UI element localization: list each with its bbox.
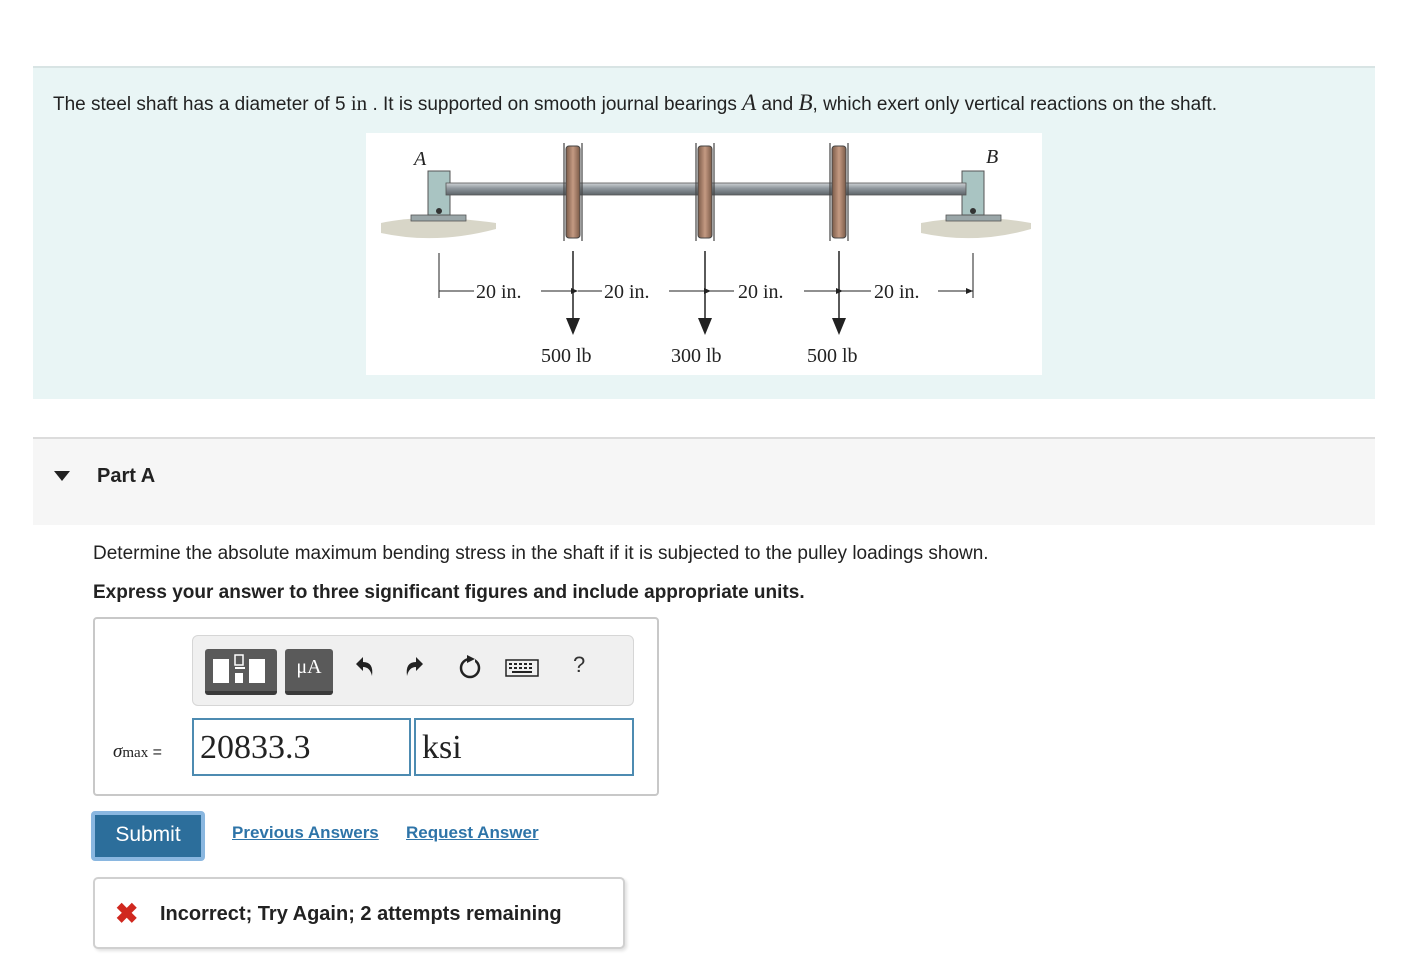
undo-icon[interactable] [348,652,378,682]
shaft-diagram [366,133,1042,375]
units-button[interactable]: μA [285,649,333,695]
dim-label-2: 20 in. [604,281,650,303]
load-arrowhead-3 [832,318,846,335]
reset-icon[interactable] [455,652,485,682]
problem-text-part: and [756,94,799,115]
answer-value-input[interactable]: 20833.3 [192,718,411,776]
dim-label-1: 20 in. [476,281,522,303]
problem-text-part: . It is supported on smooth journal bearings [367,94,743,115]
load-label-3: 500 lb [807,345,858,367]
sigma-symbol: σ [113,741,123,762]
bearing-a-bolt [436,208,442,214]
submit-button[interactable]: Submit [91,811,205,861]
answer-unit-input[interactable]: ksi [414,718,634,776]
diameter-unit: in [350,91,368,115]
load-label-2: 300 lb [671,345,722,367]
feedback-text: Incorrect; Try Again; 2 attempts remaining [160,903,562,925]
keyboard-icon[interactable] [503,652,541,682]
load-label-1: 500 lb [541,345,592,367]
equals-sign: = [148,744,162,761]
bearing-b-symbol: B [798,90,813,115]
bearing-b-bolt [970,208,976,214]
redo-icon[interactable] [401,652,431,682]
instruction-text: Express your answer to three significant figures and include appropriate units. [93,582,805,603]
request-answer-link[interactable]: Request Answer [406,823,539,842]
answer-box [93,617,659,796]
pulley-3 [832,146,846,238]
feedback-box [93,877,625,949]
bearing-b-base [946,215,1001,221]
help-button[interactable]: ? [573,652,586,677]
problem-text-part: , which exert only vertical reactions on the shaft. [812,94,1217,115]
part-title: Part A [97,465,156,487]
bearing-a-base [411,215,466,221]
shaft-figure [366,133,1042,375]
question-text: Determine the absolute maximum bending stress in the shaft if it is subjected to the pulley loadings shown. [93,543,989,564]
math-toolbar [192,635,634,706]
load-arrowhead-2 [698,318,712,335]
problem-text [53,90,1217,116]
label-a: A [414,148,427,170]
dim-arrow [571,288,578,294]
part-a-header[interactable] [33,437,1375,525]
sigma-max-label [113,741,162,763]
incorrect-x-icon: ✖ [115,898,139,929]
label-b: B [986,146,999,168]
problem-text-part: The steel shaft has a diameter of 5 [53,94,351,115]
load-arrowhead-1 [566,318,580,335]
dim-label-3: 20 in. [738,281,784,303]
dim-arrow [966,288,973,294]
collapse-triangle-icon[interactable] [54,471,70,481]
pulley-1 [566,146,580,238]
pulley-2 [698,146,712,238]
previous-answers-link[interactable]: Previous Answers [232,823,379,842]
sigma-subscript: max [122,745,149,761]
bearing-a-symbol: A [742,90,757,115]
dim-label-4: 20 in. [874,281,920,303]
templates-icon [205,649,277,691]
templates-button[interactable] [205,649,277,695]
